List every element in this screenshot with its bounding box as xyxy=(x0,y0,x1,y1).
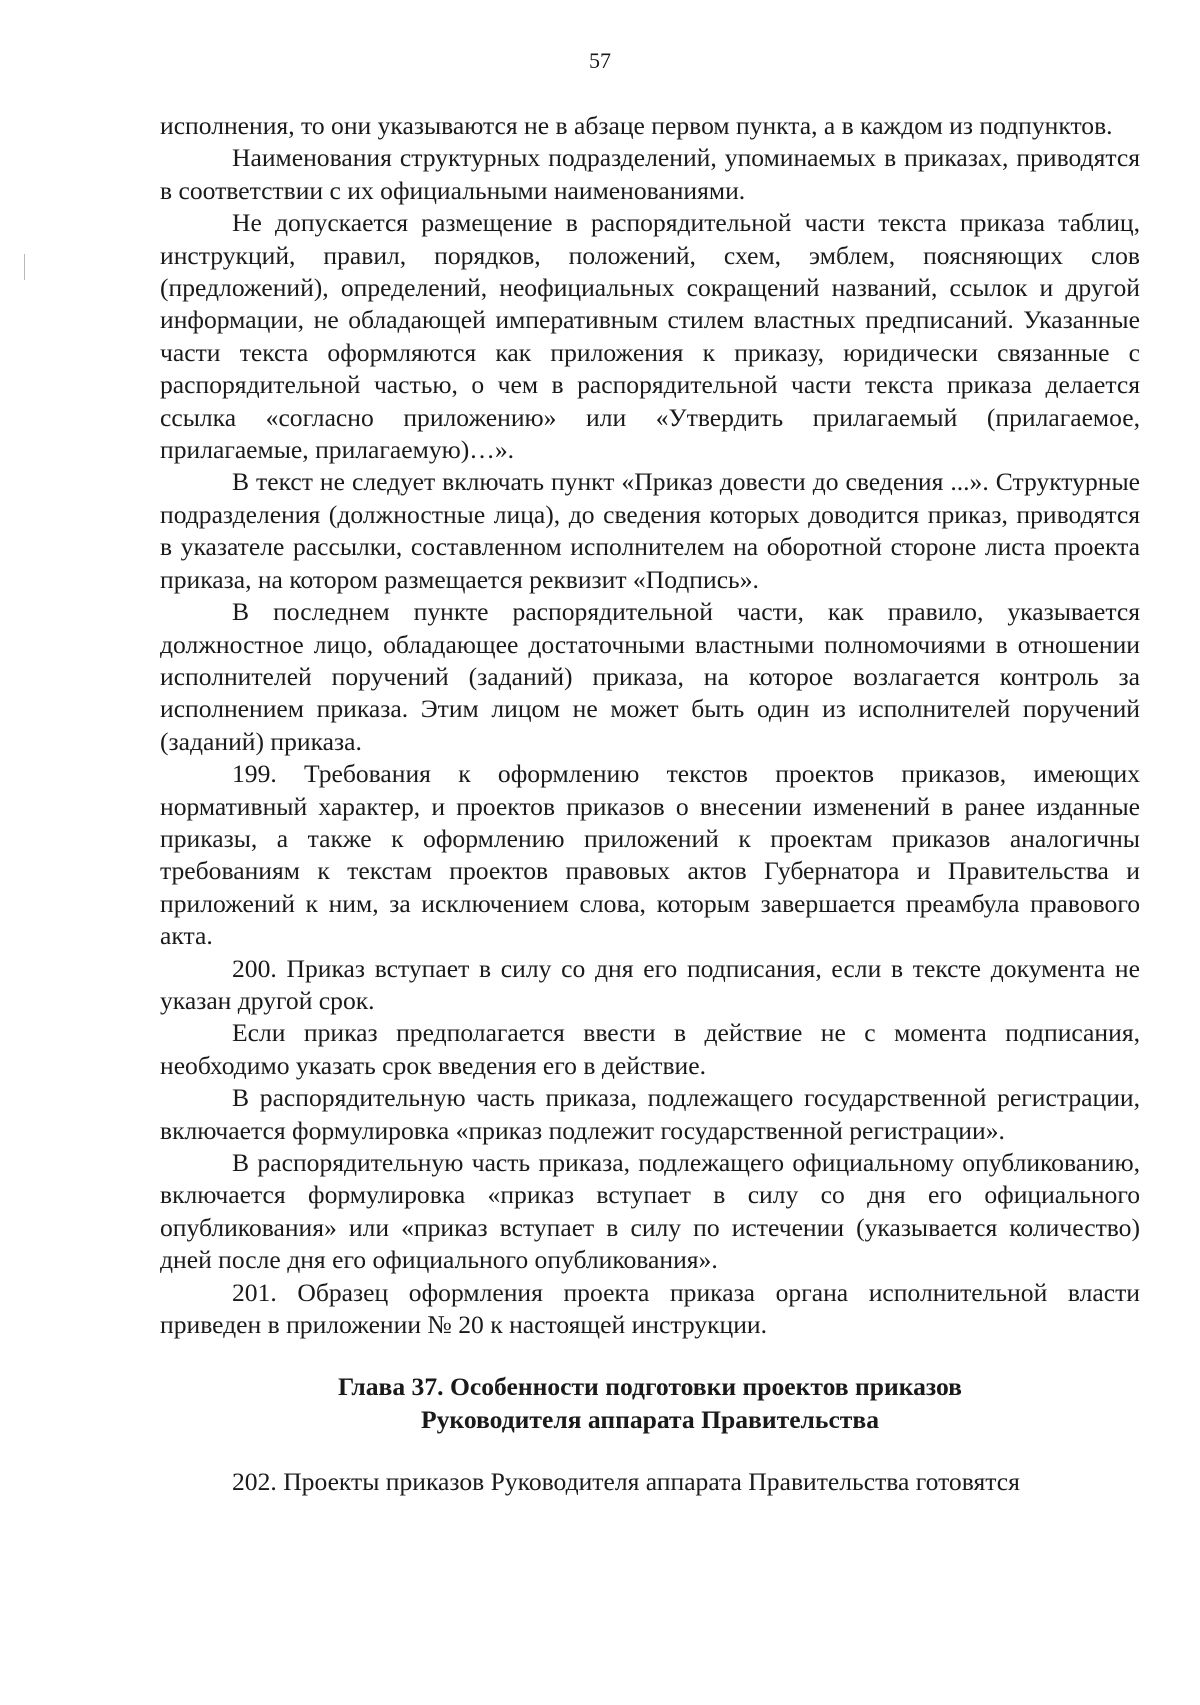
paragraph-effective-date: Если приказ предполагается ввести в действие не с момента подписания, необходимо указать срок введения его в действие. xyxy=(160,1018,1140,1080)
paragraph-last-item-control: В последнем пункте распорядительной части, как правило, указывается должностное лицо, обладающее достаточными властными полномочиями в отношении исполнителей поручений (заданий) приказа, на которое возлагается контроль за исполнением приказа. Этим лицом не может быть один из исполнителей поручений (заданий) приказа. xyxy=(160,597,1140,756)
paragraph-item-202: 202. Проекты приказов Руководителя аппарата Правительства готовятся xyxy=(232,1467,1020,1497)
paragraph-distribution: В текст не следует включать пункт «Приказ довести до сведения ...». Структурные подразделения (должностные лица), до сведения которых доводится приказ, приводятся в указателе рассылки, составленном исполнителем на оборотной стороне листа проекта приказа, на котором размещается реквизит «Подпись». xyxy=(160,467,1140,594)
paragraph-continuation: исполнения, то они указываются не в абзаце первом пункта, а в каждом из подпунктов. xyxy=(160,111,1113,140)
paragraph-structural-units: Наименования структурных подразделений, упоминаемых в приказах, приводятся в соответствии с их официальными наименованиями. xyxy=(160,143,1140,205)
paragraph-not-allowed: Не допускается размещение в распорядительной части текста приказа таблиц, инструкций, правил, порядков, положений, схем, эмблем, поясняющих слов (предложений), определений, неофициальных сокращений названий, ссылок и другой информации, не обладающей императивным стилем властных предписаний. Указанные части текста оформляются как приложения к приказу, юридически связанные с распорядительной частью, о чем в распорядительной части текста приказа делается ссылка «согласно приложению» или «Утвердить прилагаемый (прилагаемое, прилагаемые, прилагаемую)…». xyxy=(160,208,1140,465)
paragraph-state-registration: В распорядительную часть приказа, подлежащего государственной регистрации, включается формулировка «приказ подлежит государственной регистрации». xyxy=(160,1083,1140,1145)
chapter-heading-line-1: Глава 37. Особенности подготовки проектов приказов xyxy=(337,1372,962,1402)
page-number: 57 xyxy=(589,48,611,73)
document-body xyxy=(160,110,1140,1499)
paragraph-official-publication: В распорядительную часть приказа, подлежащего официальному опубликованию, включается формулировка «приказ вступает в силу со дня его официального опубликования» или «приказ вступает в силу по истечении (указывается количество) дней после дня его официального опубликования». xyxy=(160,1148,1140,1275)
chapter-heading-line-2: Руководителя аппарата Правительства xyxy=(420,1404,879,1434)
scan-artifact-line xyxy=(24,254,25,280)
paragraph-item-200: 200. Приказ вступает в силу со дня его подписания, если в тексте документа не указан другой срок. xyxy=(160,953,1140,1015)
chapter-heading xyxy=(160,1371,1140,1436)
paragraph-item-201: 201. Образец оформления проекта приказа органа исполнительной власти приведен в приложении № 20 к настоящей инструкции. xyxy=(160,1277,1140,1340)
paragraph-item-199: 199. Требования к оформлению текстов проектов приказов, имеющих нормативный характер, и проектов приказов о внесении изменений в ранее изданные приказы, а также к оформлению приложений к проектам приказов аналогичны требованиям к текстам проектов правовых актов Губернатора и Правительства и приложений к ним, за исключением слова, которым завершается преамбула правового акта. xyxy=(160,759,1140,951)
